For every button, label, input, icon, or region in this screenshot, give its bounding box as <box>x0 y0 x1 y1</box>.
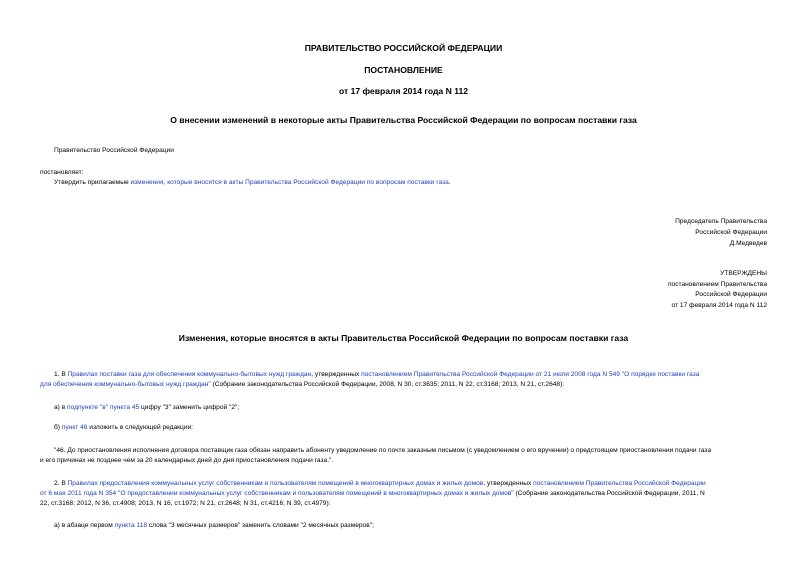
signature-name: Д.Медведев <box>729 240 767 247</box>
item-2a-prefix: а) в абзаце первом <box>54 522 115 529</box>
point-46-link[interactable]: пункт 46 <box>61 424 88 431</box>
item-2-mid: , утвержденных <box>483 480 534 487</box>
decree-549-link-cont[interactable]: для обеспечения коммунально-бытовых нужд граждан" <box>40 381 211 388</box>
approve-prefix: Утвердить прилагаемые <box>54 179 131 186</box>
decree-354-link[interactable]: постановлением Правительства Российской Федерации <box>533 480 706 487</box>
government-line: Правительство Российской Федерации <box>54 147 174 154</box>
quote-46-line-1: "46. До приостановления исполнения договора поставщик газа обязан направить абоненту уведомление по почте заказным письмом (с уведомлением о его вручении) о предстоящем приостановлении подачи газа <box>54 447 711 454</box>
item-1-mid: , утвержденных <box>311 371 362 378</box>
item-2-line-3: 22, ст.3168; 2012, N 36, ст.4908; 2013, N 16, ст.1972; N 21, ст.2648; N 31, ст.4216; N 39, ст.4979): <box>40 500 331 507</box>
changes-title: Изменения, которые вносятся в акты Правительства Российской Федерации по вопросам поставки газа <box>178 333 629 343</box>
government-heading: ПРАВИТЕЛЬСТВО РОССИЙСКОЙ ФЕДЕРАЦИИ <box>304 43 503 53</box>
decides-line: постановляет: <box>40 169 84 176</box>
item-1a-prefix: а) в <box>54 404 68 411</box>
item-2-prefix: 2. В <box>54 480 68 487</box>
document-date-number: от 17 февраля 2014 года N 112 <box>338 86 469 96</box>
item-1-line-2 <box>40 381 564 388</box>
item-2a-suffix: слова "3 месячных размеров" заменить словами "2 месячных размеров"; <box>147 522 374 529</box>
approved-line-3: Российской Федерации <box>695 291 767 298</box>
item-1-line-1 <box>54 371 699 378</box>
signature-title-2: Российской Федерации <box>695 229 767 236</box>
approved-changes-link[interactable]: изменения, которые вносятся в акты Правительства Российской Федерации по вопросам поставки газа <box>130 179 449 186</box>
decree-354-link-cont[interactable]: от 6 мая 2011 года N 354 "О предоставлении коммунальных услуг собственникам и пользователям помещений в многоквартирных домах и жилых домов" <box>40 490 514 497</box>
item-1b-suffix: изложить в следующей редакции: <box>87 424 194 431</box>
item-1a <box>54 404 239 411</box>
gas-supply-rules-link[interactable]: Правилах поставки газа для обеспечения коммунально-бытовых нужд граждан <box>67 371 312 378</box>
item-1b <box>54 424 193 431</box>
approved-line-2: постановлением Правительства <box>667 281 767 288</box>
approved-heading: УТВЕРЖДЕНЫ <box>720 270 767 277</box>
approve-suffix: . <box>448 179 451 186</box>
document-type: ПОСТАНОВЛЕНИЕ <box>364 65 443 75</box>
quote-46-line-2: и его причинах не позднее чем за 20 календарных дней до дня приостановления подачи газа.". <box>40 457 334 464</box>
item-1b-prefix: б) <box>54 424 62 431</box>
signature-title-1: Председатель Правительства <box>675 218 767 225</box>
utility-services-rules-link[interactable]: Правилах предоставления коммунальных услуг собственникам и пользователям помещений в многоквартирных домах и жилых домов <box>67 480 484 487</box>
point-118-link[interactable]: пункта 118 <box>114 522 148 529</box>
item-1-prefix: 1. В <box>54 371 68 378</box>
document-title: О внесении изменений в некоторые акты Правительства Российской Федерации по вопросам поставки газа <box>170 115 637 125</box>
subpoint-v-point-45-link[interactable]: подпункте "в" пункта 45 <box>67 404 140 411</box>
approved-line-4: от 17 февраля 2014 года N 112 <box>671 302 767 309</box>
approve-paragraph <box>54 179 451 186</box>
item-1-suffix: (Собрание законодательства Российской Федерации, 2008, N 30, ст.3635; 2011, N 22, ст.3168; 2013, N 21, ст.2648): <box>210 381 565 388</box>
item-2-suffix-a: (Собрание законодательства Российской Федерации, 2011, N <box>513 490 705 497</box>
item-2a <box>54 522 374 529</box>
item-2-line-2 <box>40 490 705 497</box>
item-2-line-1 <box>54 480 706 487</box>
decree-549-link[interactable]: постановлением Правительства Российской Федерации от 21 июля 2008 года N 549 "О порядке поставки газа <box>361 371 700 378</box>
item-1a-suffix: цифру "3" заменить цифрой "2"; <box>139 404 240 411</box>
